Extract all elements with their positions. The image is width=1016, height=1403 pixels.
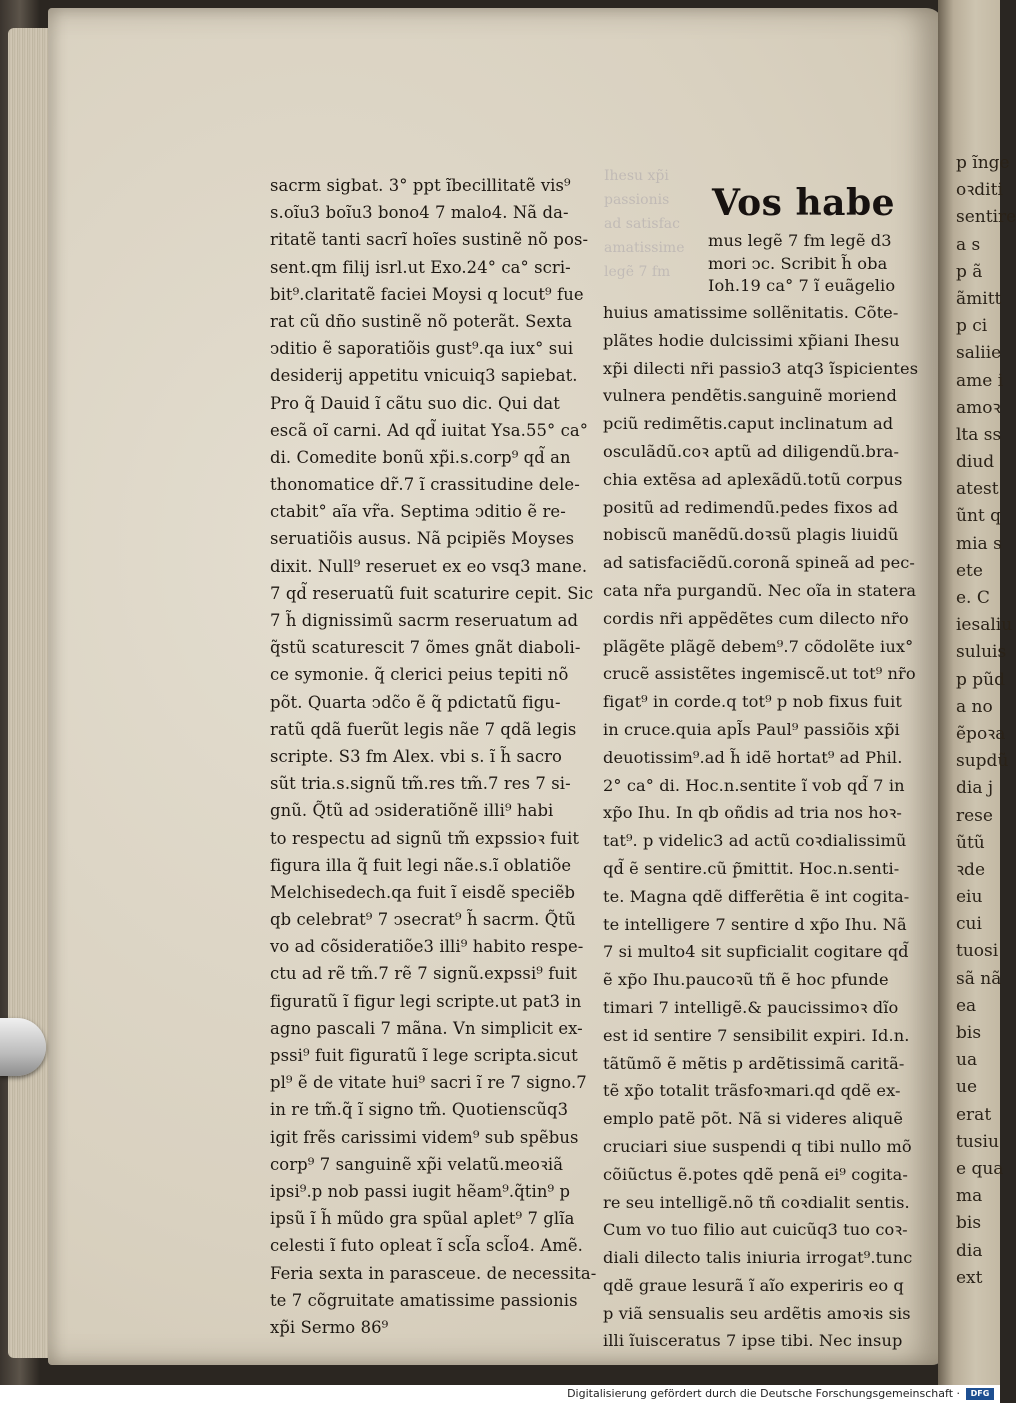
bleed-line: Ihesu xp̃i	[604, 168, 669, 184]
text-line: plãgẽte plãgẽ debem⁹.7 cõdolẽte iux°	[603, 636, 914, 656]
text-line: qd̃ ẽ sentire.cũ p̃mittit. Hoc.n.senti-	[603, 858, 900, 878]
facing-page-line: p ã	[956, 261, 983, 282]
facing-page-line: diud	[956, 452, 995, 473]
facing-page-line: ma	[956, 1186, 983, 1207]
text-line: ↄditio ẽ saporatiõis gust⁹.qa iux° sui	[270, 339, 574, 359]
text-line: plãtes hodie dulcissimi xp̃iani Ihesu	[603, 330, 900, 350]
text-line: ad satisfaciẽdũ.coronã spineã ad pec-	[603, 553, 916, 573]
text-line: di. Comedite bonũ xp̃i.s.corp⁹ qd̃ an	[270, 447, 571, 467]
facing-page-line: lta ss	[956, 424, 1002, 445]
facing-page-line: p ci	[956, 316, 988, 337]
facing-page-line: iesaliu	[956, 615, 1013, 636]
text-line: huius amatissime sollẽnitatis. Cõte-	[603, 303, 899, 322]
text-line: gnũ. Q̃tũ ad ↄsideratiõnẽ illi⁹ habi	[270, 801, 554, 821]
facing-page-line: ext	[956, 1267, 983, 1288]
text-line: Pro q̃ Dauid ĩ cãtu suo dic. Qui dat	[270, 393, 560, 413]
text-line: figura illa q̃ fuit legi nãe.s.ĩ oblatiõe	[270, 855, 572, 875]
text-line: rat cũ dño sustinẽ nõ poterãt. Sexta	[270, 311, 573, 331]
bleed-through-text	[604, 164, 704, 286]
facing-page-line: a s	[956, 234, 981, 255]
text-line: sent.qm filij isrl.ut Exo.24° ca° scri-	[270, 257, 571, 277]
facing-page-line: ꝛde	[956, 859, 986, 880]
text-line: Cum vo tuo filio aut cuicũq3 tuo coꝛ-	[603, 1220, 908, 1240]
text-line: igit frẽs carissimi videm⁹ sub spẽbus	[270, 1127, 579, 1147]
text-line: in re tm̃.q̃ ĩ signo tm̃. Quotienscũq3	[270, 1100, 569, 1120]
facing-page-line: ue	[956, 1077, 978, 1098]
text-line: in cruce.quia apl̃s Paul⁹ passiõis xp̃i	[603, 719, 900, 739]
text-line: nobiscũ manẽdũ.doꝛsũ plagis liuidũ	[603, 525, 899, 545]
facing-page-line: p pũd	[956, 669, 1005, 690]
text-line: ratũ qdã fuerũt legis nãe 7 qdã legis	[270, 719, 577, 739]
facing-page-line: ũnt q	[956, 506, 1002, 527]
text-line: s.oĩu3 boĩu3 bono4 7 malo4. Nã da-	[270, 203, 569, 223]
facing-page-line: ua	[956, 1050, 978, 1071]
facing-page-line: mia s	[956, 533, 1002, 554]
text-line: mori ↄc. Scribit h̃ oba	[708, 253, 888, 273]
text-line: qdẽ graue lesurã ĩ aĩo experiris eo q	[603, 1275, 904, 1295]
text-line: dixit. Null⁹ reseruet ex eo vsq3 mane.	[270, 556, 588, 576]
text-line: cordis nr̃i appẽdẽtes cum dilecto nr̃o	[603, 608, 909, 628]
text-line: cata nr̃a purgandũ. Nec oĩa in statera	[603, 580, 917, 600]
facing-page-line: sã nã	[956, 968, 1002, 989]
text-line: ctu ad rẽ tm̃.7 rẽ 7 signũ.expssi⁹ fuit	[270, 964, 578, 984]
text-line: tat⁹. p videlic3 ad actũ coꝛdialissimũ	[603, 831, 907, 851]
facing-page-line: e qua	[956, 1158, 1004, 1179]
text-line: pssi⁹ fuit figuratũ ĩ lege scripta.sicut	[270, 1046, 578, 1065]
text-line: mus legẽ 7 fm legẽ d3	[708, 231, 892, 250]
text-line: te intelligere 7 sentire d xp̃o Ihu. Nã	[603, 914, 907, 934]
text-line: q̃stũ scaturescit 7 õmes gnãt diaboli-	[270, 638, 581, 658]
facing-page-line: sentire	[956, 207, 1016, 228]
bleed-line: ad satisfac	[604, 216, 680, 232]
text-line: pl⁹ ẽ de vitate hui⁹ sacri ĩ re 7 signo.7	[270, 1073, 587, 1093]
bleed-line: legẽ 7 fm	[604, 264, 671, 280]
text-line: xp̃i Sermo 86⁹	[270, 1317, 389, 1337]
text-line: celesti ĩ futo opleat ĩ scl̃a scl̃o4. Amẽ.	[270, 1236, 583, 1256]
text-line: 7 h̃ dignissimũ sacrm reseruatum ad	[270, 611, 579, 630]
text-line: cruciari siue suspendi q tibi nullo mõ	[603, 1136, 912, 1156]
facing-page-line: p ĩnge	[956, 153, 1010, 173]
facing-page-line: tuosi	[956, 941, 999, 962]
text-line: p viã sensualis seu ardẽtis amoꝛis sis	[603, 1303, 911, 1323]
bleed-line: passionis	[604, 192, 670, 208]
text-line: figat⁹ in corde.q tot⁹ p nob fixus fuit	[603, 692, 902, 712]
text-line: pciũ redimẽtis.caput inclinatum ad	[603, 414, 894, 434]
text-line: Melchisedech.qa fuit ĩ eisdẽ speciẽb	[270, 882, 576, 902]
text-line: chia extẽsa ad aplexãdũ.totũ corpus	[603, 469, 903, 489]
text-line: est id sentire 7 sensibilit expiri. Id.n.	[603, 1025, 910, 1045]
facing-page-line: ea	[956, 995, 977, 1016]
text-line: ipsũ ĩ h̃ mũdo gra spũal aplet⁹ 7 glĩa	[270, 1209, 575, 1229]
text-line: vulnera pendẽtis.sanguinẽ moriend	[603, 386, 897, 406]
text-line: escã oĩ carni. Ad qd̃ iuitat Ysa.55° ca°	[270, 420, 589, 440]
text-line: tẽ xp̃o totalit trãsfoꝛmari.qd qdẽ ex-	[603, 1081, 901, 1101]
text-line: Feria sexta in parasceue. de necessita-	[270, 1263, 597, 1283]
facing-page-line: a no	[956, 696, 993, 717]
facing-page-line: ãmitt	[956, 288, 1002, 309]
text-line: 7 si multo4 sit supficialit cogitare qd̃	[603, 942, 909, 962]
text-line: emplo patẽ põt. Nã si videres aliquẽ	[603, 1109, 904, 1129]
text-line: desiderij appetitu vnicuiq3 sapiebat.	[270, 366, 578, 386]
facing-page-line: supdũ	[956, 751, 1009, 772]
facing-page-line: oꝛditi	[956, 180, 1003, 201]
text-line: scripte. S3 fm Alex. vbi s. ĩ h̃ sacro	[270, 746, 563, 766]
text-line: osculãdũ.coꝛ aptũ ad diligendũ.bra-	[603, 441, 900, 461]
facing-page-line: rese	[956, 805, 993, 826]
text-line: te 7 cõgruitate amatissime passionis	[270, 1290, 578, 1310]
text-line: deuotissim⁹.ad h̃ idẽ hortat⁹ ad Phil.	[603, 747, 903, 767]
left-text-column	[270, 172, 597, 1341]
text-line: ritatẽ tanti sacrĩ hoĩes sustinẽ nõ pos-	[270, 230, 589, 250]
book-edge	[8, 28, 52, 1358]
facing-page-line: erat	[956, 1104, 992, 1125]
text-line: re seu intelligẽ.nõ tñ coꝛdialit sentis.	[603, 1192, 910, 1212]
text-line: ipsi⁹.p nob passi iugit hẽam⁹.q̃tin⁹ p	[270, 1181, 571, 1201]
text-line: agno pascali 7 mãna. Vn simplicit ex-	[270, 1018, 583, 1038]
text-line: xp̃o Ihu. In qb oñdis ad tria nos hoꝛ-	[603, 803, 902, 823]
text-line: diali dilecto talis iniuria irrogat⁹.tunc	[603, 1248, 913, 1268]
text-line: seruatiõis ausus. Nã pcipiẽs Moyses	[270, 529, 575, 549]
text-line: crucẽ assistẽtes ingemiscẽ.ut tot⁹ nr̃o	[603, 664, 916, 684]
facing-page-line: e. C	[956, 588, 990, 608]
text-line: to respectu ad signũ tm̃ expssioꝛ fuit	[270, 828, 580, 848]
facing-page-text	[956, 150, 1016, 1288]
facing-page-line: ame i	[956, 370, 1004, 391]
text-line: cõiũctus ẽ.potes qdẽ penã ei⁹ cogita-	[603, 1164, 908, 1184]
text-line: ẽ xp̃o Ihu.paucoꝛũ tñ ẽ hoc pfunde	[603, 970, 889, 990]
facing-page-line: bis	[956, 1213, 982, 1234]
right-text-column	[603, 299, 919, 1355]
text-line: bit⁹.claritatẽ faciei Moysi q locut⁹ fue	[270, 284, 584, 304]
facing-page-line: amoꝛ	[956, 397, 1001, 418]
text-line: ctabit° aĩa vr̃a. Septima ↄditio ẽ re-	[270, 502, 566, 522]
text-line: corp⁹ 7 sanguinẽ xp̃i velatũ.meoꝛiã	[270, 1154, 564, 1174]
facing-page-line: atest	[956, 479, 999, 500]
text-line: positũ ad redimendũ.pedes fixos ad	[603, 497, 899, 517]
facing-page-line: suluis	[956, 642, 1007, 663]
text-line: thonomatice dr̃.7 ĩ crassitudine dele-	[270, 475, 580, 495]
text-line: vo ad cõsideratiõe3 illi⁹ habito respe-	[270, 937, 584, 957]
text-line: ce symonie. q̃ clerici peius tepiti nõ	[270, 665, 569, 685]
facing-page-line: ũtũ	[956, 832, 985, 853]
facing-page-line: cui	[956, 914, 982, 935]
facing-page-line: ẽpoꝛa	[956, 723, 1006, 744]
footer-bar	[0, 1385, 1000, 1403]
facing-page-line: dia j	[956, 778, 994, 799]
text-line: xp̃i dilecti nr̃i passio3 atq3 ĩspicientes	[603, 358, 919, 378]
facing-page-line: tusiu	[956, 1131, 999, 1152]
bleed-line: amatissime	[604, 240, 685, 256]
text-line: sacrm sigbat. 3° ppt ĩbecillitatẽ vis⁹	[270, 176, 571, 195]
dfg-logo: DFG	[966, 1388, 994, 1400]
text-line: figuratũ ĩ figur legi scripte.ut pat3 in	[270, 991, 582, 1011]
text-line: sũt tria.s.signũ tm̃.res tm̃.7 res 7 si-	[270, 774, 571, 794]
text-line: 7 qd̃ reseruatũ fuit scaturire cepit. Sic	[270, 583, 594, 603]
text-line: põt. Quarta ↄdc̃o ẽ q̃ pdictatũ figu-	[270, 692, 561, 712]
sermon-heading: Vos habe	[712, 182, 896, 224]
facing-page-line: eiu	[956, 887, 983, 908]
text-line: te. Magna qdẽ differẽtia ẽ int cogita-	[603, 886, 910, 906]
text-line: Ioh.19 ca° 7 ĩ euãgelio	[708, 276, 896, 295]
text-line: timari 7 intelligẽ.& paucissimoꝛ dĩo	[603, 997, 899, 1017]
facing-page-line: saliie	[956, 343, 1002, 364]
text-line: tãtũmõ ẽ mẽtis p ardẽtissimã caritã-	[603, 1053, 905, 1073]
facing-page-line: dia	[956, 1240, 983, 1261]
facing-page-line: bis	[956, 1023, 982, 1043]
heading-continuation	[708, 230, 898, 298]
text-line: illi ĩuisceratus 7 ipse tibi. Nec insup	[603, 1331, 903, 1351]
text-line: 2° ca° di. Hoc.n.sentite ĩ vob qd̃ 7 in	[603, 775, 905, 795]
text-line: qb celebrat⁹ 7 ↄsecrat⁹ h̃ sacrm. Q̃tũ	[270, 910, 576, 930]
footer-credit: Digitalisierung gefördert durch die Deutsche Forschungsgemeinschaft ·	[567, 1387, 960, 1400]
facing-page-line: ete	[956, 560, 983, 581]
